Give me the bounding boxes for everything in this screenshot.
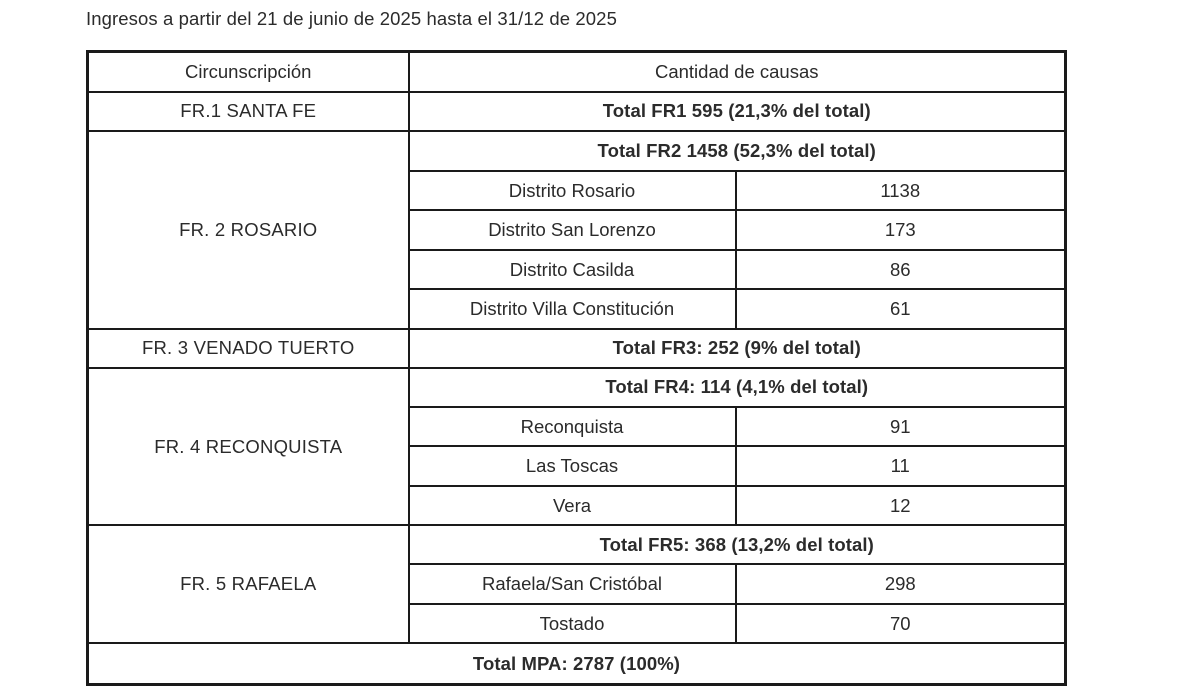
district-name: Distrito Rosario — [409, 171, 736, 211]
region-total-fr5: Total FR5: 368 (13,2% del total) — [409, 525, 1066, 564]
district-value: 61 — [736, 289, 1066, 329]
table-row — [88, 368, 1066, 407]
region-label-fr5: FR. 5 RAFAELA — [88, 525, 409, 643]
district-value: 173 — [736, 210, 1066, 250]
district-name: Reconquista — [409, 407, 736, 447]
district-name: Distrito Villa Constitución — [409, 289, 736, 329]
causas-table — [86, 50, 1067, 686]
district-name: Vera — [409, 486, 736, 526]
district-value: 11 — [736, 446, 1066, 486]
grand-total: Total MPA: 2787 (100%) — [88, 643, 1066, 684]
region-label-fr2: FR. 2 ROSARIO — [88, 131, 409, 329]
column-header-cantidad-de-causas: Cantidad de causas — [409, 52, 1066, 92]
page-title: Ingresos a partir del 21 de junio de 2025 hasta el 31/12 de 2025 — [86, 8, 617, 29]
table-row — [88, 131, 1066, 171]
region-label-fr3: FR. 3 VENADO TUERTO — [88, 329, 409, 368]
region-total-fr1: Total FR1 595 (21,3% del total) — [409, 92, 1066, 131]
column-header-circunscripcion: Circunscripción — [88, 52, 409, 92]
district-value: 91 — [736, 407, 1066, 447]
district-value: 12 — [736, 486, 1066, 526]
region-label-fr4: FR. 4 RECONQUISTA — [88, 368, 409, 526]
district-value: 86 — [736, 250, 1066, 290]
district-value: 1138 — [736, 171, 1066, 211]
district-name: Tostado — [409, 604, 736, 644]
region-total-fr4: Total FR4: 114 (4,1% del total) — [409, 368, 1066, 407]
region-label-fr1: FR.1 SANTA FE — [88, 92, 409, 131]
district-name: Distrito San Lorenzo — [409, 210, 736, 250]
table-row — [88, 525, 1066, 564]
table-header-row — [88, 52, 1066, 92]
region-total-fr3: Total FR3: 252 (9% del total) — [409, 329, 1066, 368]
table-container — [86, 50, 1064, 686]
region-total-fr2: Total FR2 1458 (52,3% del total) — [409, 131, 1066, 171]
table-row — [88, 92, 1066, 131]
district-value: 70 — [736, 604, 1066, 644]
district-value: 298 — [736, 564, 1066, 604]
district-name: Las Toscas — [409, 446, 736, 486]
table-footer-row — [88, 643, 1066, 684]
table-row — [88, 329, 1066, 368]
district-name: Rafaela/San Cristóbal — [409, 564, 736, 604]
district-name: Distrito Casilda — [409, 250, 736, 290]
